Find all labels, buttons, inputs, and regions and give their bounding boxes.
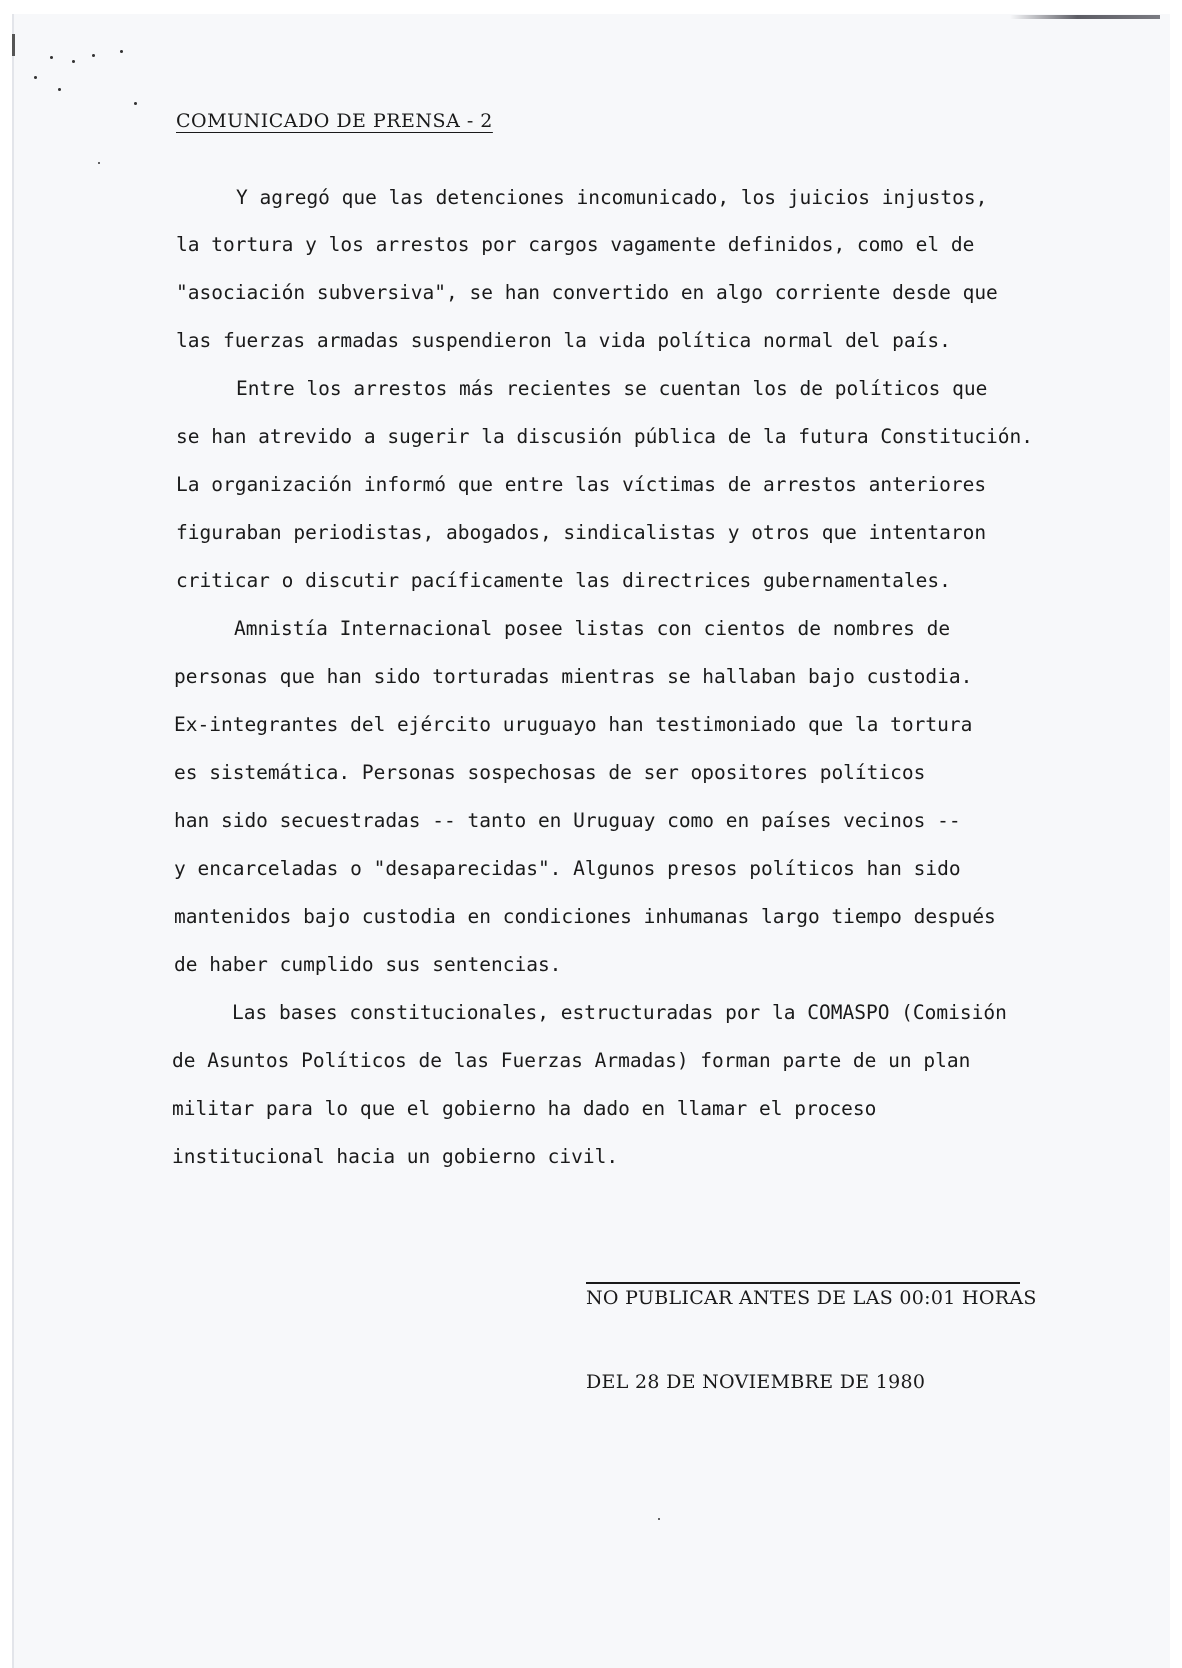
body-line: Las bases constitucionales, estructuradas por la COMASPO (Comisión [232,1001,1007,1024]
body-line: han sido secuestradas -- tanto en Uruguay como en países vecinos -- [174,809,961,832]
body-line: criticar o discutir pacíficamente las directrices gubernamentales. [176,569,951,592]
embargo-underline [586,1282,1020,1284]
body-line: y encarceladas o "desaparecidas". Algunos presos políticos han sido [174,857,961,880]
body-line: es sistemática. Personas sospechosas de ser opositores políticos [174,761,926,784]
body-line: de Asuntos Políticos de las Fuerzas Armadas) forman parte de un plan [172,1049,971,1072]
embargo-line-2: DEL 28 DE NOVIEMBRE DE 1980 [586,1371,926,1393]
page-header: COMUNICADO DE PRENSA - 2 [176,110,493,132]
body-line: Y agregó que las detenciones incomunicado, los juicios injustos, [236,186,988,209]
body-line: institucional hacia un gobierno civil. [172,1145,619,1168]
body-line: Ex-integrantes del ejército uruguayo han testimoniado que la tortura [174,713,973,736]
body-line: La organización informó que entre las víctimas de arrestos anteriores [176,473,987,496]
body-line: Entre los arrestos más recientes se cuentan los de políticos que [236,377,988,400]
body-line: personas que han sido torturadas mientras se hallaban bajo custodia. [174,665,973,688]
body-line: militar para lo que el gobierno ha dado en llamar el proceso [172,1097,877,1120]
body-line: se han atrevido a sugerir la discusión pública de la futura Constitución. [176,425,1034,448]
body-line: Amnistía Internacional posee listas con cientos de nombres de [234,617,951,640]
embargo-notice [586,1228,1037,1452]
body-line: las fuerzas armadas suspendieron la vida política normal del país. [176,329,951,352]
body-line: mantenidos bajo custodia en condiciones inhumanas largo tiempo después [174,905,996,928]
body-line: "asociación subversiva", se han convertido en algo corriente desde que [176,281,998,304]
embargo-line-1: NO PUBLICAR ANTES DE LAS 00:01 HORAS [586,1287,1037,1309]
body-line: la tortura y los arrestos por cargos vagamente definidos, como el de [176,233,975,256]
body-line: figuraban periodistas, abogados, sindicalistas y otros que intentaron [176,521,987,544]
body-line: de haber cumplido sus sentencias. [174,953,562,976]
